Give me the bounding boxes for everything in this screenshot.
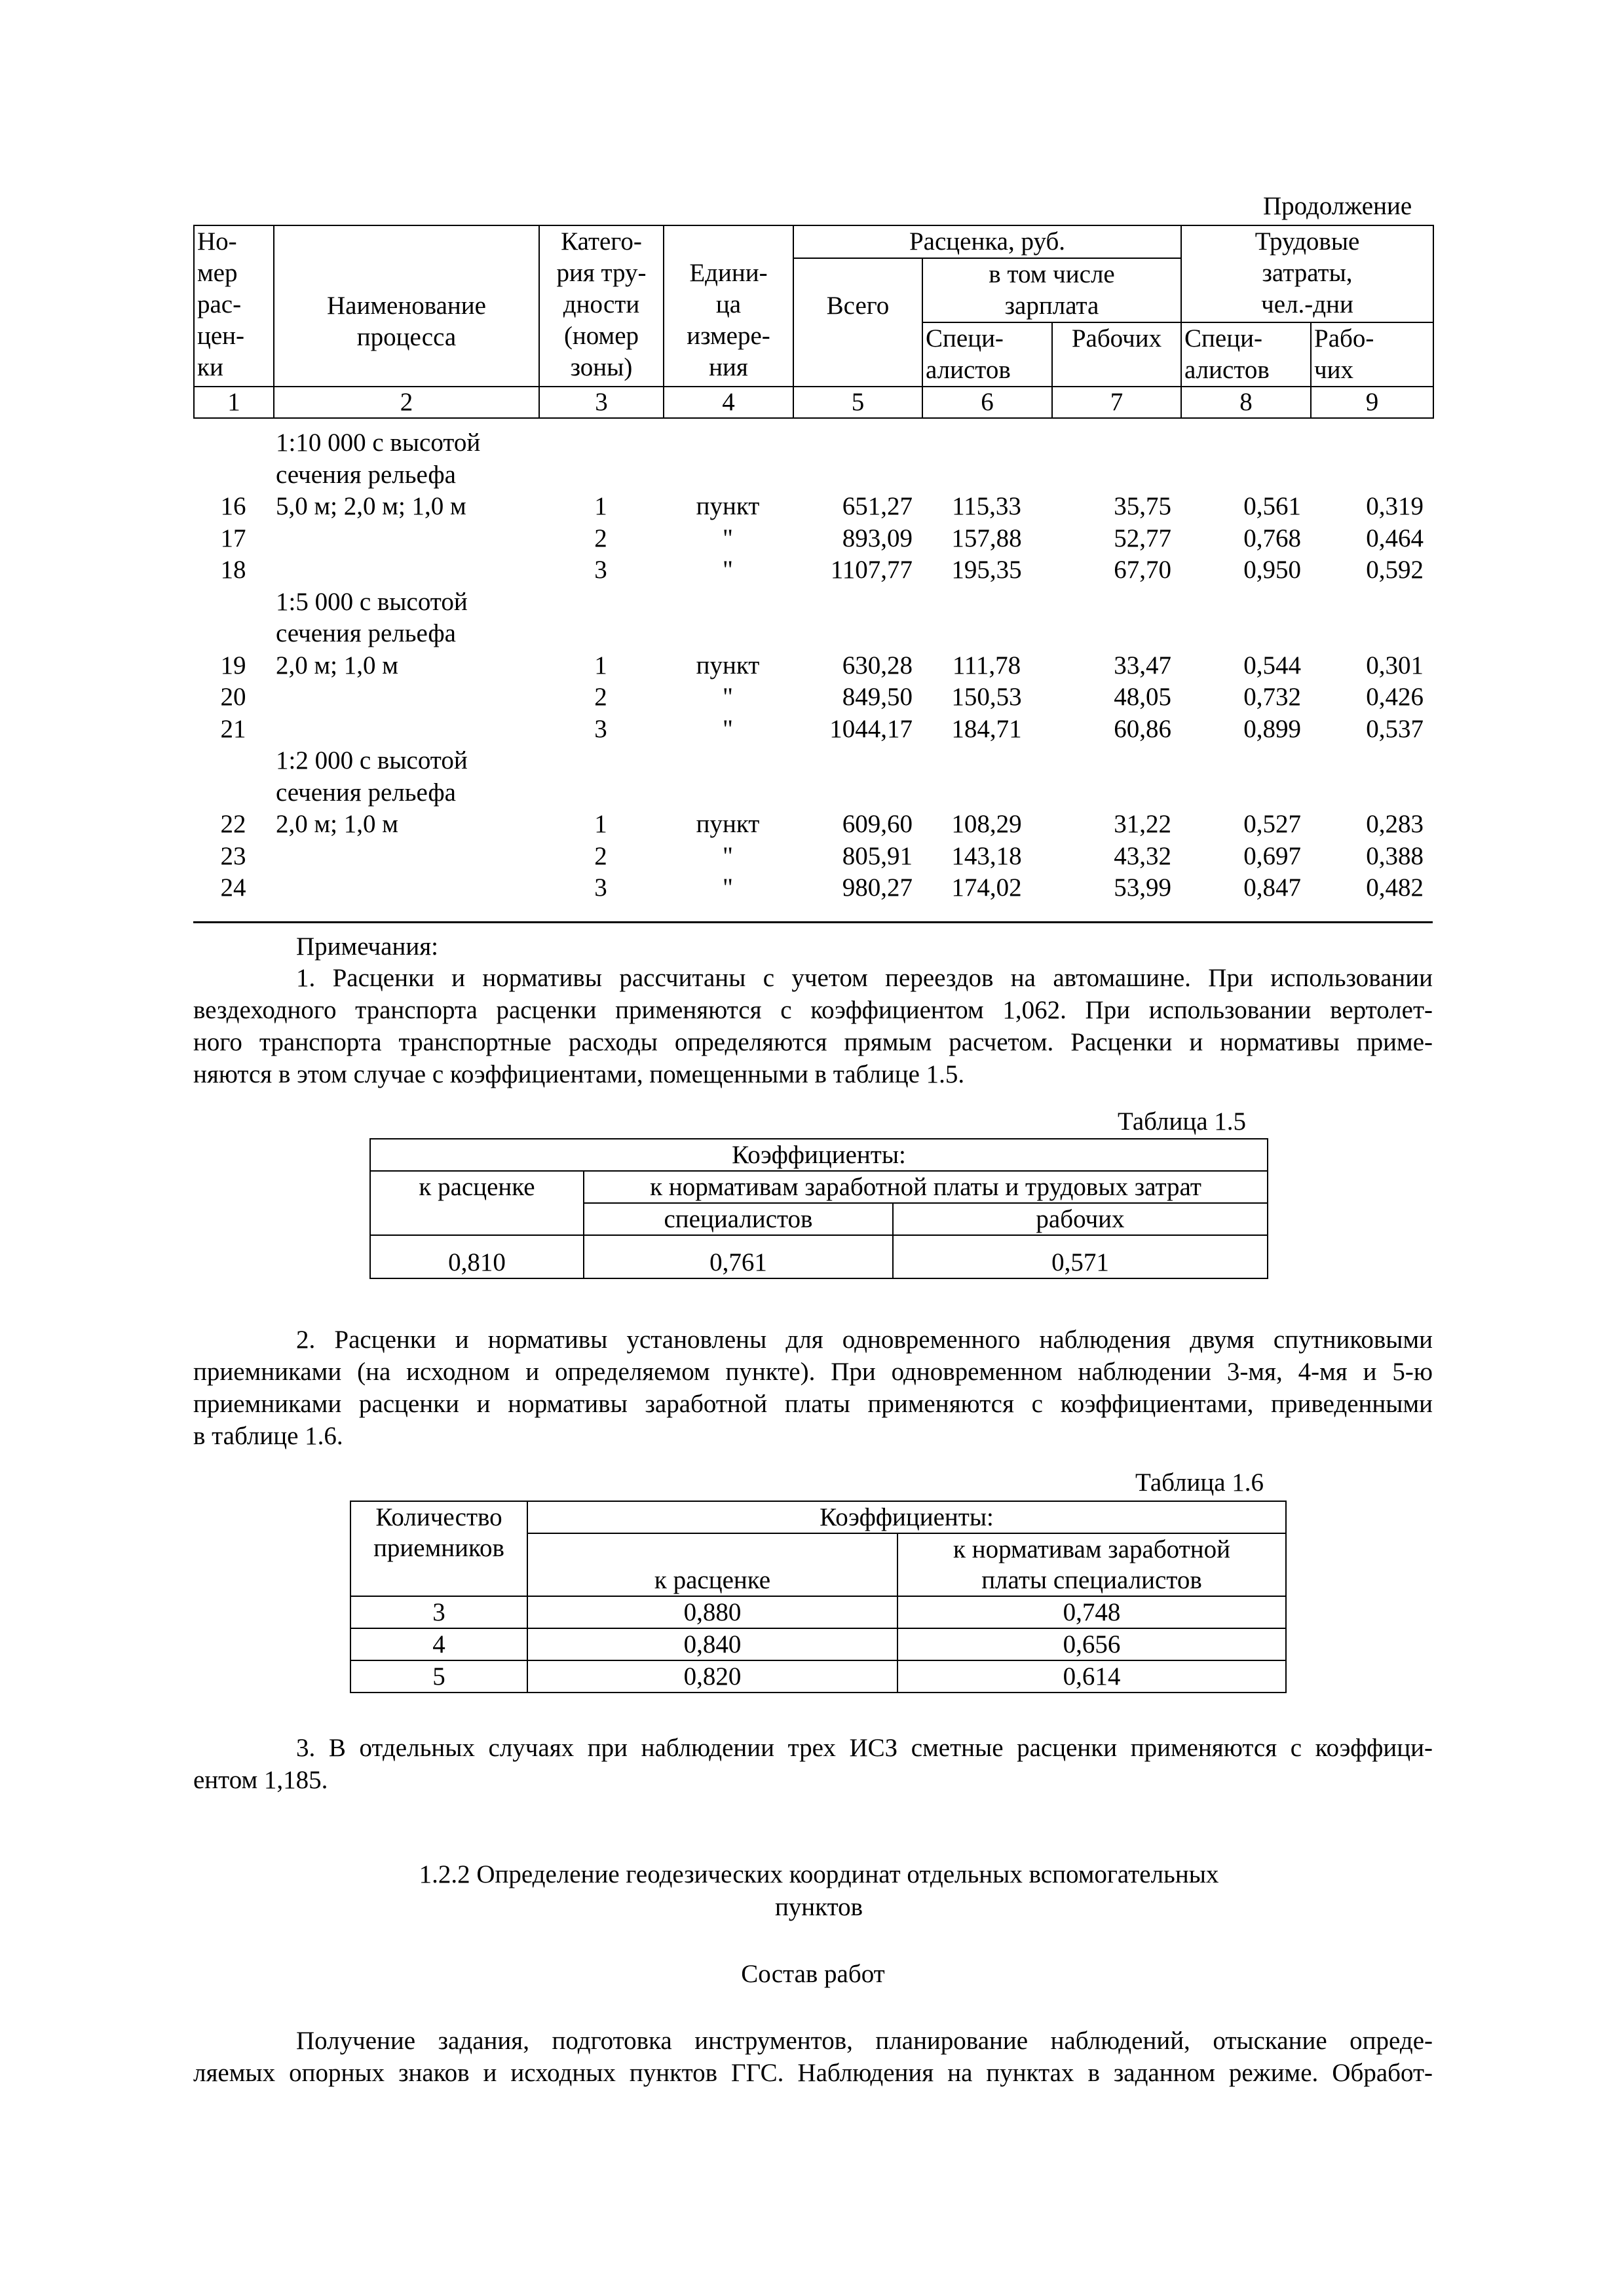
cell-spec: 150,53 (951, 683, 1022, 711)
cell-name (273, 872, 538, 904)
header-labor-group: Трудовые затраты, чел.-дни (1181, 225, 1433, 322)
cell-total: 630,28 (842, 651, 913, 679)
table-row (193, 554, 1433, 586)
cell-cat: 3 (594, 714, 607, 743)
cell-lab_spec: 0,768 (1243, 524, 1301, 552)
cell-lab_work: 0,592 (1366, 556, 1424, 584)
cell-lab_spec (1180, 459, 1310, 491)
cell-lab_work: 0,537 (1366, 714, 1424, 743)
cell-name (273, 554, 538, 586)
table-row (193, 427, 1433, 459)
cell-lab_work (1310, 459, 1433, 491)
cell-total (793, 459, 922, 491)
cell-cat: 1 (594, 810, 607, 838)
cell-lab_work: 0,301 (1366, 651, 1424, 679)
subsection-title: Состав работ (741, 1960, 885, 1988)
table-row (193, 459, 1433, 491)
header-col-labor-spec: Специ- алистов (1181, 322, 1311, 387)
cell-lab_spec: 0,899 (1243, 714, 1301, 743)
cell-num: 23 (220, 841, 246, 870)
cell-cat (538, 427, 663, 459)
table-row (193, 745, 1433, 777)
cell-lab_spec: 0,544 (1243, 651, 1301, 679)
t15-col-norms: к нормативам заработной платы и трудовых затрат (584, 1171, 1268, 1203)
table-row (193, 650, 1433, 682)
cell-total: 980,27 (842, 873, 913, 902)
cell-num (193, 618, 273, 650)
table-row (193, 714, 1433, 746)
cell-lab_spec: 0,847 (1243, 873, 1301, 902)
cell-work (1051, 427, 1180, 459)
t15-sub-spec: специалистов (584, 1203, 893, 1235)
table-row (193, 809, 1433, 841)
cell-total (793, 586, 922, 619)
header-col-spec: Специ- алистов (922, 322, 1052, 387)
table-row (193, 523, 1433, 555)
cell-lab_spec: 0,561 (1243, 492, 1301, 520)
cell-spec: 143,18 (951, 841, 1022, 870)
cell-name: 2,0 м; 1,0 м (276, 651, 398, 679)
cell-work: 60,86 (1114, 714, 1171, 743)
cell-total (793, 427, 922, 459)
cell-name: 2,0 м; 1,0 м (276, 810, 398, 838)
cell-lab_work: 0,319 (1366, 492, 1424, 520)
cell-spec: 115,33 (952, 492, 1021, 520)
cell-spec: 108,29 (951, 810, 1022, 838)
cell-num: 21 (220, 714, 246, 743)
cell-spec (922, 586, 1051, 619)
cell-cat (538, 745, 663, 777)
cell-cat: 2 (594, 524, 607, 552)
cell-unit (663, 745, 793, 777)
cell-work: 53,99 (1114, 873, 1171, 902)
cell-work (1051, 586, 1180, 619)
cell-lab_spec (1180, 618, 1310, 650)
cell-lab_spec: 0,732 (1243, 683, 1301, 711)
t16-row: 3 0,880 0,748 (350, 1596, 1286, 1628)
cell-lab_work (1310, 745, 1433, 777)
cell-lab_work (1310, 618, 1433, 650)
cell-spec (922, 618, 1051, 650)
cell-unit: " (723, 524, 733, 552)
cell-lab_spec (1180, 427, 1310, 459)
cell-name: 1:5 000 с высотой (276, 587, 468, 616)
cell-lab_work: 0,283 (1366, 810, 1424, 838)
notes-heading: Примечания: (296, 932, 438, 961)
cell-name: 5,0 м; 2,0 м; 1,0 м (276, 492, 466, 520)
column-number-row: 1 2 3 4 5 6 7 8 9 (194, 387, 1433, 418)
cell-cat (538, 777, 663, 809)
cell-unit (663, 459, 793, 491)
cell-num (193, 745, 273, 777)
cell-lab_work: 0,388 (1366, 841, 1424, 870)
cell-num (193, 459, 273, 491)
table-1-6 (350, 1501, 1287, 1693)
cell-name: сечения рельефа (276, 778, 456, 807)
table16-caption: Таблица 1.6 (1135, 1468, 1264, 1497)
table-row (193, 491, 1433, 523)
table-1-5 (369, 1138, 1268, 1279)
cell-num (193, 586, 273, 619)
cell-lab_spec: 0,950 (1243, 556, 1301, 584)
main-table-header (193, 225, 1434, 419)
cell-work: 35,75 (1114, 492, 1171, 520)
cell-unit: " (723, 556, 733, 584)
cell-work: 31,22 (1114, 810, 1171, 838)
cell-spec (922, 459, 1051, 491)
header-incl-salary: в том числе зарплата (922, 258, 1181, 322)
note-2: 2. Расценки и нормативы установлены для одновременного наблюдения двумя спутниковыми приемниками (на исходном и определяемом пункте). При одновременном наблюдении 3-мя, 4-мя и 5-ю приемниками расценки и нормативы заработной платы применяются с коэффициентами, приведенными в таблице 1.6. (193, 1326, 1433, 1450)
cell-total: 609,60 (842, 810, 913, 838)
t16-row: 5 0,820 0,614 (350, 1660, 1286, 1693)
cell-total: 849,50 (842, 683, 913, 711)
table-row (193, 872, 1433, 904)
cell-num (193, 777, 273, 809)
cell-cat (538, 459, 663, 491)
cell-name: сечения рельефа (276, 619, 456, 647)
cell-num (193, 427, 273, 459)
cell-spec: 195,35 (951, 556, 1022, 584)
cell-unit: " (723, 841, 733, 870)
cell-lab_work: 0,426 (1366, 683, 1424, 711)
cell-lab_work (1310, 777, 1433, 809)
cell-work: 48,05 (1114, 683, 1171, 711)
cell-spec (922, 745, 1051, 777)
section-title: 1.2.2 Определение геодезических координат отдельных вспомогательных пунктов (419, 1860, 1219, 1921)
note-1: 1. Расценки и нормативы рассчитаны с учетом переездов на автомашине. При использовании вездеходного транспорта расценки применяются с коэффициентом 1,062. При использовании вертолет- ного транспорта транспортные расходы определяются прямым расчетом. Расценки и нормативы приме- няются в этом случае с коэффициентами, помещенными в таблице 1.5. (193, 964, 1433, 1088)
cell-spec: 174,02 (951, 873, 1022, 902)
cell-unit: " (723, 683, 733, 711)
cell-lab_work: 0,464 (1366, 524, 1424, 552)
table-row (193, 841, 1433, 873)
cell-total: 1107,77 (830, 556, 913, 584)
table-bottom-rule (193, 921, 1433, 923)
cell-work (1051, 745, 1180, 777)
t15-value-rate: 0,810 (370, 1235, 584, 1278)
cell-name (273, 681, 538, 714)
t16-header: Коэффициенты: (527, 1501, 1286, 1533)
cell-name: 1:10 000 с высотой (276, 429, 481, 457)
cell-work: 67,70 (1114, 556, 1171, 584)
cell-work: 33,47 (1114, 651, 1171, 679)
t16-col-norms: к нормативам заработной платы специалистов (897, 1533, 1286, 1596)
header-col-total: Всего (793, 258, 922, 387)
cell-total: 805,91 (842, 841, 913, 870)
cell-cat: 1 (594, 651, 607, 679)
cell-num: 17 (220, 524, 246, 552)
table-row (193, 586, 1433, 619)
cell-name: 1:2 000 с высотой (276, 746, 468, 775)
body-paragraph: Получение задания, подготовка инструментов, планирование наблюдений, отыскание опреде- ляемых опорных знаков и исходных пунктов ГГС. Наблюдения на пунктах в заданном режиме. Обработ- (193, 2027, 1433, 2087)
t15-value-spec: 0,761 (584, 1235, 893, 1278)
note-3: 3. В отдельных случаях при наблюдении трех ИСЗ сметные расценки применяются с коэффици- ентом 1,185. (193, 1734, 1433, 1794)
cell-num: 19 (220, 651, 246, 679)
cell-total (793, 777, 922, 809)
header-col-category: Катего- рия тру- дности (номер зоны) (539, 225, 664, 387)
cell-spec (922, 777, 1051, 809)
cell-unit: пункт (696, 810, 760, 838)
cell-work: 52,77 (1114, 524, 1171, 552)
header-col-number: Но- мер рас- цен- ки (194, 225, 274, 387)
cell-cat: 2 (594, 683, 607, 711)
cell-unit (663, 427, 793, 459)
cell-cat (538, 618, 663, 650)
cell-unit: " (723, 714, 733, 743)
t15-header: Коэффициенты: (370, 1139, 1268, 1171)
cell-total (793, 745, 922, 777)
cell-unit: пункт (696, 651, 760, 679)
cell-lab_spec (1180, 586, 1310, 619)
cell-lab_work: 0,482 (1366, 873, 1424, 902)
cell-total: 893,09 (842, 524, 913, 552)
table-row (193, 777, 1433, 809)
main-table-body (193, 427, 1433, 904)
t16-col-rate: к расценке (527, 1533, 897, 1596)
cell-work (1051, 618, 1180, 650)
cell-name (273, 523, 538, 555)
cell-spec (922, 427, 1051, 459)
cell-work: 43,32 (1114, 841, 1171, 870)
cell-num: 16 (220, 492, 246, 520)
cell-cat: 2 (594, 841, 607, 870)
cell-num: 24 (220, 873, 246, 902)
cell-total: 651,27 (842, 492, 913, 520)
cell-lab_work (1310, 427, 1433, 459)
cell-num: 18 (220, 556, 246, 584)
cell-lab_spec (1180, 745, 1310, 777)
cell-unit: " (723, 873, 733, 902)
table15-caption: Таблица 1.5 (1118, 1107, 1247, 1136)
cell-name: сечения рельефа (276, 460, 456, 489)
cell-unit (663, 586, 793, 619)
table-row (193, 618, 1433, 650)
cell-name (273, 841, 538, 873)
cell-lab_spec: 0,697 (1243, 841, 1301, 870)
cell-cat: 3 (594, 556, 607, 584)
cell-num: 20 (220, 683, 246, 711)
cell-cat (538, 586, 663, 619)
cell-spec: 157,88 (951, 524, 1022, 552)
t16-row: 4 0,840 0,656 (350, 1628, 1286, 1660)
t16-col-count: Количество приемников (350, 1501, 527, 1596)
t15-sub-work: рабочих (893, 1203, 1268, 1235)
cell-cat: 3 (594, 873, 607, 902)
cell-lab_spec (1180, 777, 1310, 809)
table-row (193, 681, 1433, 714)
cell-name (273, 714, 538, 746)
cell-cat: 1 (594, 492, 607, 520)
cell-num: 22 (220, 810, 246, 838)
cell-total: 1044,17 (829, 714, 913, 743)
cell-unit (663, 777, 793, 809)
cell-total (793, 618, 922, 650)
t15-value-work: 0,571 (893, 1235, 1268, 1278)
cell-spec: 184,71 (951, 714, 1022, 743)
header-col-name: Наименование процесса (274, 225, 539, 387)
cell-unit (663, 618, 793, 650)
cell-spec: 111,78 (952, 651, 1021, 679)
continuation-label: Продолжение (1263, 192, 1412, 220)
header-col-unit: Едини- ца измере- ния (664, 225, 793, 387)
header-col-workers: Рабочих (1052, 322, 1181, 387)
cell-lab_spec: 0,527 (1243, 810, 1301, 838)
header-col-labor-work: Рабо- чих (1311, 322, 1433, 387)
t15-col-rate: к расценке (370, 1171, 584, 1235)
cell-lab_work (1310, 586, 1433, 619)
cell-unit: пункт (696, 492, 760, 520)
header-rate-group: Расценка, руб. (793, 225, 1181, 258)
cell-work (1051, 459, 1180, 491)
cell-work (1051, 777, 1180, 809)
